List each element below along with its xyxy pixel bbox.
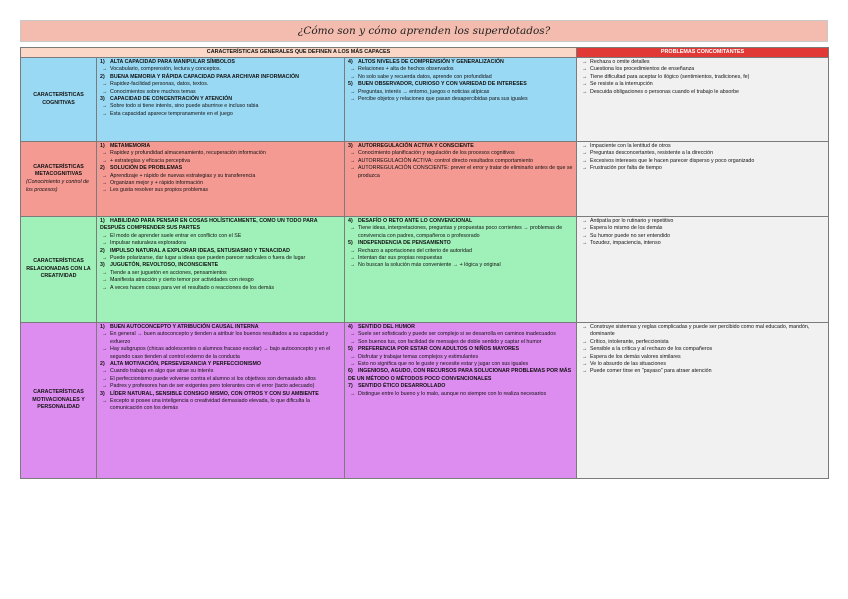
section-heading-text: CAPACIDAD DE CONCENTRACIÓN Y ATENCIÓN xyxy=(110,96,233,103)
list-item: → Les gusta resolver sus propios problemas xyxy=(100,187,341,194)
characteristics-cell-left xyxy=(97,217,345,323)
list-item: → Esto no significa que no le guste y necesite estar y jugar con sus iguales xyxy=(348,361,573,368)
section-number: 6) xyxy=(348,368,353,375)
list-item: → Cuando trabaja en algo que atrae su interés xyxy=(100,368,341,375)
section-heading-text: BUEN AUTOCONCEPTO Y ATRIBUCIÓN CAUSAL INTERNA xyxy=(110,324,259,330)
section-heading-text: ALTA CAPACIDAD PARA MANIPULAR SÍMBOLOS xyxy=(110,59,235,65)
section-heading-text: BUENA MEMORIA Y RÁPIDA CAPACIDAD PARA ARCHIVAR INFORMACIÓN xyxy=(110,73,299,80)
section-heading-text: ALTOS NIVELES DE COMPRENSIÓN Y GENERALIZACIÓN xyxy=(358,59,504,65)
section-heading-text: SENTIDO ÉTICO DESARROLLADO xyxy=(358,383,446,390)
section-number: 5) xyxy=(348,346,353,353)
section-number: 3) xyxy=(100,262,105,269)
category-sublabel: (Conocimiento y control de los procesos) xyxy=(26,179,90,193)
characteristics-cell-right xyxy=(345,323,577,479)
section-heading-text: SENTIDO DEL HUMOR xyxy=(358,324,415,330)
section-heading-text: BUEN OBSERVADOR, CURIOSO Y CON VARIEDAD DE INTERESES xyxy=(358,81,527,88)
section-heading xyxy=(348,346,573,353)
list-item: → Relaciones + alta de hechos observados xyxy=(348,66,573,73)
section-heading-text: ALTA MOTIVACIÓN, PERSEVERANCIA Y PERFECCIONISMO xyxy=(110,361,261,368)
list-item: → Vocabulario, comprensión, lectura y conceptos. xyxy=(100,66,341,73)
list-item: → AUTORREGULACIÓN CONSCIENTE: prever el error y tratar de eliminarlo antes de que se produzca xyxy=(348,165,573,180)
problem-item: → Cuestiona los procedimientos de enseñanza xyxy=(580,66,825,73)
characteristics-cell-right xyxy=(345,142,577,217)
section-heading xyxy=(100,96,341,103)
section-heading-text: LÍDER NATURAL, SENSIBLE CONSIGO MISMO, CON OTROS Y CON SU AMBIENTE xyxy=(110,390,319,397)
section-heading xyxy=(100,165,341,172)
section-heading-text: INGENIOSO, AGUDO, CON RECURSOS PARA SOLUCIONAR PROBLEMAS POR MÁS DE UN MÉTODO O MÉTODOS POCO CONVENCIONALES xyxy=(348,368,572,382)
section-heading xyxy=(348,143,573,150)
problem-item: → Sensible a la crítica y al rechazo de los compañeros xyxy=(580,346,825,353)
section-heading xyxy=(100,59,341,66)
list-item: → Esta capacidad aparece tempranamente en el juego xyxy=(100,111,341,118)
main-header: CARACTERÍSTICAS GENERALES QUE DEFINEN A LOS MÁS CAPACES xyxy=(21,48,577,58)
characteristics-cell-right xyxy=(345,58,577,142)
problem-item: → Preguntas desconcertantes, resistente a la dirección xyxy=(580,150,825,157)
list-item: → Conocimientos sobre muchos temas xyxy=(100,89,341,96)
problem-item: → Espera lo mismo de los demás xyxy=(580,225,825,232)
section-heading xyxy=(348,368,573,383)
list-item: → + estrategias y eficacia perceptiva xyxy=(100,158,341,165)
list-item: → Suele ser sofisticado y puede ser complejo si se desarrolla en caminos inadecuados xyxy=(348,331,573,338)
list-item: → Sobre todo si tiene interés, sino puede aburrirse e incluso rabia xyxy=(100,103,341,110)
problem-item: → Espera de los demás valores similares xyxy=(580,354,825,361)
section-heading xyxy=(100,324,341,331)
section-heading xyxy=(348,383,573,390)
section-heading-text: HABILIDAD PARA PENSAR EN COSAS HOLÍSTICAMENTE, COMO UN TODO PARA DESPUÉS COMPRENDER SUS PARTES xyxy=(100,218,318,232)
section-heading xyxy=(348,324,573,331)
category-label: CARACTERÍSTICAS COGNITIVAS xyxy=(33,91,84,106)
section-number: 4) xyxy=(348,218,353,224)
section-heading xyxy=(348,218,573,225)
list-item: → El perfeccionismo puede volverse contra el alumno si los objetivos son demasiado altos xyxy=(100,376,341,383)
list-item: → A veces hacen cosas para ver el resultado o reacciones de los demás xyxy=(100,285,341,292)
problem-item: → Frustración por falta de tiempo xyxy=(580,165,825,172)
section-number: 4) xyxy=(348,324,353,330)
list-item: → Manifiesta atracción y cierto temor por actividades con riesgo xyxy=(100,277,341,284)
section-heading xyxy=(100,143,341,150)
section-heading xyxy=(100,74,341,81)
section-heading xyxy=(348,59,573,66)
page-title: ¿Cómo son y cómo aprenden los superdotados? xyxy=(20,20,828,42)
page xyxy=(20,20,828,479)
category-cell xyxy=(21,323,97,479)
list-item: → Rechazo a aportaciones del criterio de autoridad xyxy=(348,248,573,255)
characteristics-table xyxy=(20,47,829,479)
list-item: → Padres y profesores han de ser exigentes pero tolerantes con el error (tacto adecuado) xyxy=(100,383,341,390)
problem-item: → Tiene dificultad para aceptar lo ilógico (sentimientos, tradiciones, fe) xyxy=(580,74,825,81)
list-item: → En general → buen autoconcepto y tienden a atribuir los buenos resultados a su capacidad y esfuerzo xyxy=(100,331,341,346)
category-cell xyxy=(21,58,97,142)
table-row xyxy=(21,58,829,142)
category-label: CARACTERÍSTICAS MOTIVACIONALES Y PERSONALIDAD xyxy=(32,389,85,411)
problem-item: → Rechaza o omite detalles xyxy=(580,59,825,66)
section-heading xyxy=(100,248,341,255)
section-heading xyxy=(100,218,341,233)
list-item: → Rapidez-facilidad personas, datos, textos. xyxy=(100,81,341,88)
table-row xyxy=(21,217,829,323)
problem-item: → Su humor puede no ser entendido xyxy=(580,233,825,240)
section-number: 1) xyxy=(100,59,105,65)
list-item: → Preguntas, interés → entorno, juegos o noticias atípicas xyxy=(348,89,573,96)
list-item: → Son buenos tus, con facilidad de mensajes de doble sentido y captar el humor xyxy=(348,339,573,346)
category-label: CARACTERÍSTICAS METACOGNITIVAS xyxy=(33,163,84,178)
section-number: 5) xyxy=(348,240,353,247)
characteristics-cell-right xyxy=(345,217,577,323)
problem-item: → Excesivos intereses que le hacen parecer disperso y poco organizado xyxy=(580,158,825,165)
section-heading-text: PREFERENCIA POR ESTAR CON ADULTOS O NIÑOS MAYORES xyxy=(358,346,519,353)
problems-header: PROBLEMAS CONCOMITANTES xyxy=(577,48,829,58)
section-heading-text: SOLUCIÓN DE PROBLEMAS xyxy=(110,165,183,172)
problems-cell xyxy=(577,142,829,217)
list-item: → No buscan la solución más conveniente → + lógica y original xyxy=(348,262,573,269)
problem-item: → Ve lo absurdo de las situaciones xyxy=(580,361,825,368)
section-number: 1) xyxy=(100,143,105,149)
section-number: 3) xyxy=(100,96,105,103)
section-number: 4) xyxy=(348,59,353,65)
section-heading-text: METAMEMORIA xyxy=(110,143,151,149)
section-number: 2) xyxy=(100,361,105,368)
category-cell xyxy=(21,142,97,217)
section-number: 2) xyxy=(100,165,105,172)
problem-item: → Tozudez, impaciencia, intenso xyxy=(580,240,825,247)
list-item: → No solo sabe y recuerda datos, aprende con profundidad xyxy=(348,74,573,81)
list-item: → AUTORREGULACIÓN ACTIVA: control directo resultados comportamiento xyxy=(348,158,573,165)
list-item: → Percibe objetos y relaciones que pasan desapercibidas para sus iguales xyxy=(348,96,573,103)
problem-item: → Puede comer tirse en "payaso" para atraer atención xyxy=(580,368,825,375)
section-heading xyxy=(100,361,341,368)
list-item: → Aprendizaje + rápido de nuevas estrategias y su transferencia xyxy=(100,173,341,180)
problem-item: → Antipatía por lo rutinario y repetitivo xyxy=(580,218,825,225)
characteristics-cell-left xyxy=(97,142,345,217)
section-heading-text: DESAFÍO O RETO ANTE LO CONVENCIONAL xyxy=(358,218,473,224)
section-heading-text: IMPULSO NATURAL A EXPLORAR IDEAS, ENTUSIASMO Y TENACIDAD xyxy=(110,247,290,254)
problem-item: → Se resiste a la interrupción xyxy=(580,81,825,88)
section-heading xyxy=(100,391,341,398)
table-row xyxy=(21,142,829,217)
problem-item: → Crítico, intolerante, perfeccionista xyxy=(580,339,825,346)
list-item: → Distingue entre lo bueno y lo malo, aunque no siempre con lo realiza necesarios xyxy=(348,391,573,398)
problems-cell xyxy=(577,217,829,323)
problems-cell xyxy=(577,58,829,142)
section-heading xyxy=(348,240,573,247)
section-number: 5) xyxy=(348,81,353,88)
section-number: 7) xyxy=(348,383,353,390)
section-heading xyxy=(100,262,341,269)
section-number: 3) xyxy=(348,143,353,149)
category-cell xyxy=(21,217,97,323)
list-item: → Hay subgrupos (chicas adolescentes o alumnos fracaso escolar) → bajo autoconcepto y en el segundo caso tienden al control externo de la conducta xyxy=(100,346,341,361)
list-item: → Conocimiento planificación y regulación de los procesos cognitivos xyxy=(348,150,573,157)
list-item: → Disfrutar y trabajar temas complejos y estimulantes xyxy=(348,354,573,361)
table-row xyxy=(21,323,829,479)
list-item: → Excepto si posee una inteligencia o creatividad demasiado elevada, lo que dificulta la comunicación con los demás xyxy=(100,398,341,413)
section-number: 2) xyxy=(100,73,105,80)
list-item: → Impulsar naturaleza exploradora xyxy=(100,240,341,247)
list-item: → Rapidez y profundidad almacenamiento, recuperación información xyxy=(100,150,341,157)
list-item: → Intentan dar sus propias respuestas xyxy=(348,255,573,262)
problem-item: → Impaciente con la lentitud de otros xyxy=(580,143,825,150)
problem-item: → Descuida obligaciones o personas cuando el trabajo le absorbe xyxy=(580,89,825,96)
section-number: 3) xyxy=(100,390,105,397)
list-item: → Tiene ideas, interpretaciones, preguntas y propuestas poco corrientes → problemas de convivencia con padres, compañeros o profesorado xyxy=(348,225,573,240)
list-item: → Organizan mejor y + rápido información xyxy=(100,180,341,187)
characteristics-cell-left xyxy=(97,323,345,479)
section-heading-text: INDEPENDENCIA DE PENSAMIENTO xyxy=(358,240,451,247)
section-heading xyxy=(348,81,573,88)
section-number: 1) xyxy=(100,324,105,330)
characteristics-cell-left xyxy=(97,58,345,142)
category-label: CARACTERÍSTICAS RELACIONADAS CON LA CREATIVIDAD xyxy=(26,258,91,280)
section-heading-text: JUGUETÓN, REVOLTOSO, INCONSCIENTE xyxy=(110,262,219,269)
section-number: 1) xyxy=(100,218,105,224)
section-heading-text: AUTORREGULACIÓN ACTIVA Y CONSCIENTE xyxy=(358,143,474,149)
list-item: → El modo de aprender suele entrar en conflicto con el SE xyxy=(100,233,341,240)
list-item: → Tiende a ser juguetón en acciones, pensamientos xyxy=(100,270,341,277)
problem-item: → Construye sistemas y reglas complicadas y puede ser percibido como mal educado, mandón, dominante xyxy=(580,324,825,339)
problems-cell xyxy=(577,323,829,479)
section-number: 2) xyxy=(100,247,105,254)
list-item: → Puede polarizarse, dar lugar a ideas que pueden parecer radicales o fuera de lugar xyxy=(100,255,341,262)
